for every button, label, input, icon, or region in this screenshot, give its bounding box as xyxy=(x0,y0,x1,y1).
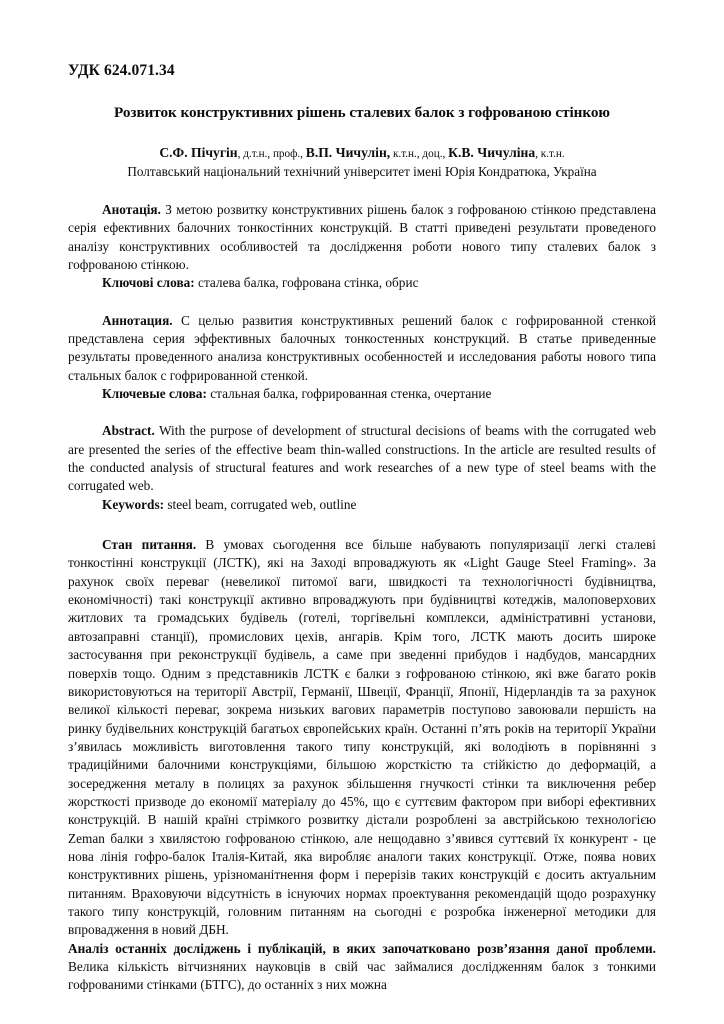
author-name-3: К.В. Чичуліна xyxy=(448,144,536,160)
section-stan-pytannya xyxy=(68,536,656,940)
abstract-en-body: With the purpose of development of structural decisions of beams with the corrugated web are presented the series of the effective beam thin-walled constructions. In the article are resulted results of the conducted analysis of structural features and work researches of a new type of steel beams with the corrugated web. xyxy=(68,423,656,494)
page-title: Розвиток конструктивних рішень сталевих балок з гофрованою стінкою xyxy=(114,103,610,121)
keywords-en-label: Keywords: xyxy=(102,496,165,512)
keywords-uk xyxy=(68,274,656,292)
keywords-ru-label: Ключевые слова: xyxy=(102,386,207,402)
abstract-uk-body: З метою розвитку конструктивних рішень балок з гофрованою стінкою представлена серія ефективних балочних тонкостінних конструкцій. В статті приведені результати проведеного аналізу конструктивних особливостей та дослідження роботи нового типу сталевих балок з гофрованою стінкою. xyxy=(68,201,656,272)
abstract-ru xyxy=(68,312,656,404)
page-content xyxy=(68,62,656,995)
section-1-paragraph xyxy=(68,536,656,940)
keywords-uk-list: сталева балка, гофрована стінка, обрис xyxy=(194,275,419,291)
abstract-uk-lead: Анотація. xyxy=(102,201,161,217)
keywords-ru xyxy=(68,385,656,403)
abstract-en xyxy=(68,422,656,514)
section-2-paragraph xyxy=(68,940,656,995)
abstract-uk xyxy=(68,201,656,293)
authors-line xyxy=(68,144,656,162)
author-degrees-3: , к.т.н. xyxy=(535,147,565,160)
section-1-body: В умовах сьогодення все більше набувають популяризації легкі сталеві тонкостінні конструкції (ЛСТК), які на Заході впроваджують як «Light Gauge Steel Framing». За рахунок своїх переваг (невеликої питомої ваги, швидкості та технологічності будівництва, економічності) такі конструкції активно впроваджують при будівництві котеджів, малоповерхових житлових та громадських будівель (готелі, торгівельні комплекси, адміністративні установи, автозаправні станції), промислових цехів, ангарів. Крім того, ЛСТК мають досить широке застосування при реконструкції будівель, а саме при зведенні прибудов і надбудов, мансардних поверхів тощо. Одним з представників ЛСТК є балки з гофрованою стінкою, які вже багато років використовуються на території Австрії, Германії, Швеції, Франції, Японії, Нідерландів та за рахунок великої кількості переваг, зокрема низьких вагових параметрів поступово завоювали першість на ринку будівельних конструкцій багатьох європейських країн. Останні п’ять років на території України з’явилась можливість виготовлення такого типу конструкцій, які володіють в порівнянні з традиційними балочними конструкціями, більшою жорсткістю та стійкістю до деформацій, а зосередження металу в полицях за рахунок збільшення гнучкості стінки та виключення ребер жорсткості призводе до економії матеріалу до 45%, що є суттєвим фактором при виборі ефективних конструкцій. В нашій країні стрімкого розвитку дістали розроблені за австрійською технологією Zeman балки з хвилястою гофрованою стінкою, але нещодавно з’явився суттєвий їх конкурент - це нова лінія гофро-балок Італія-Китай, яка виробляє аналоги таких конструкції. Отже, поява нових конструктивних рішень, урізноманітнення форм і перерізів таких конструкцій є досить актуальним питанням. Враховуючи відсутність в існуючих нормах проектування рекомендацій щодо розрахунку такого типу конструкцій, головним питанням на сьогодні є розробка інженерної методики для впровадження в новий ДБН. xyxy=(68,537,656,938)
udc-line: УДК 624.071.34 xyxy=(68,62,175,79)
abstract-ru-lead: Аннотация. xyxy=(102,312,173,328)
keywords-ru-list: стальная балка, гофрированная стенка, очертание xyxy=(206,386,492,402)
abstract-en-lead: Abstract. xyxy=(102,423,155,439)
keywords-uk-label: Ключові слова: xyxy=(102,275,195,291)
section-1-heading: Стан питання. xyxy=(102,537,197,553)
keywords-en-list: steel beam, corrugated web, outline xyxy=(164,496,357,512)
keywords-en xyxy=(68,496,656,514)
abstract-en-paragraph xyxy=(68,422,656,495)
author-name-2: В.П. Чичулін, xyxy=(305,144,391,160)
author-degrees-2: к.т.н., доц., xyxy=(390,147,449,160)
section-analiz xyxy=(68,940,656,995)
abstract-uk-paragraph xyxy=(68,201,656,274)
author-degrees-1: , д.т.н., проф., xyxy=(237,147,306,160)
abstract-ru-body: С целью развития конструктивных решений балок с гофрированной стенкой представлена серия эффективных балочных тонкостенных конструкций. В статье приведенные результаты проведенного анализа конструктивных особенностей и исследования работы нового типа стальных балок с гофрированной стенкой. xyxy=(68,312,656,383)
abstract-ru-paragraph xyxy=(68,312,656,385)
author-name-1: С.Ф. Пічугін xyxy=(159,144,238,160)
section-2-heading: Аналіз останніх досліджень і публікацій, в яких започатковано розв’язання даної проблеми. xyxy=(68,940,656,956)
affiliation-line: Полтавський національний технічний університет імені Юрія Кондратюка, Україна xyxy=(127,163,597,179)
section-2-body: Велика кількість вітчизняних науковців в свій час займалися дослідженням балок з тонкими гофрованими стінками (БТГС), до останніх з них можна xyxy=(68,959,656,993)
